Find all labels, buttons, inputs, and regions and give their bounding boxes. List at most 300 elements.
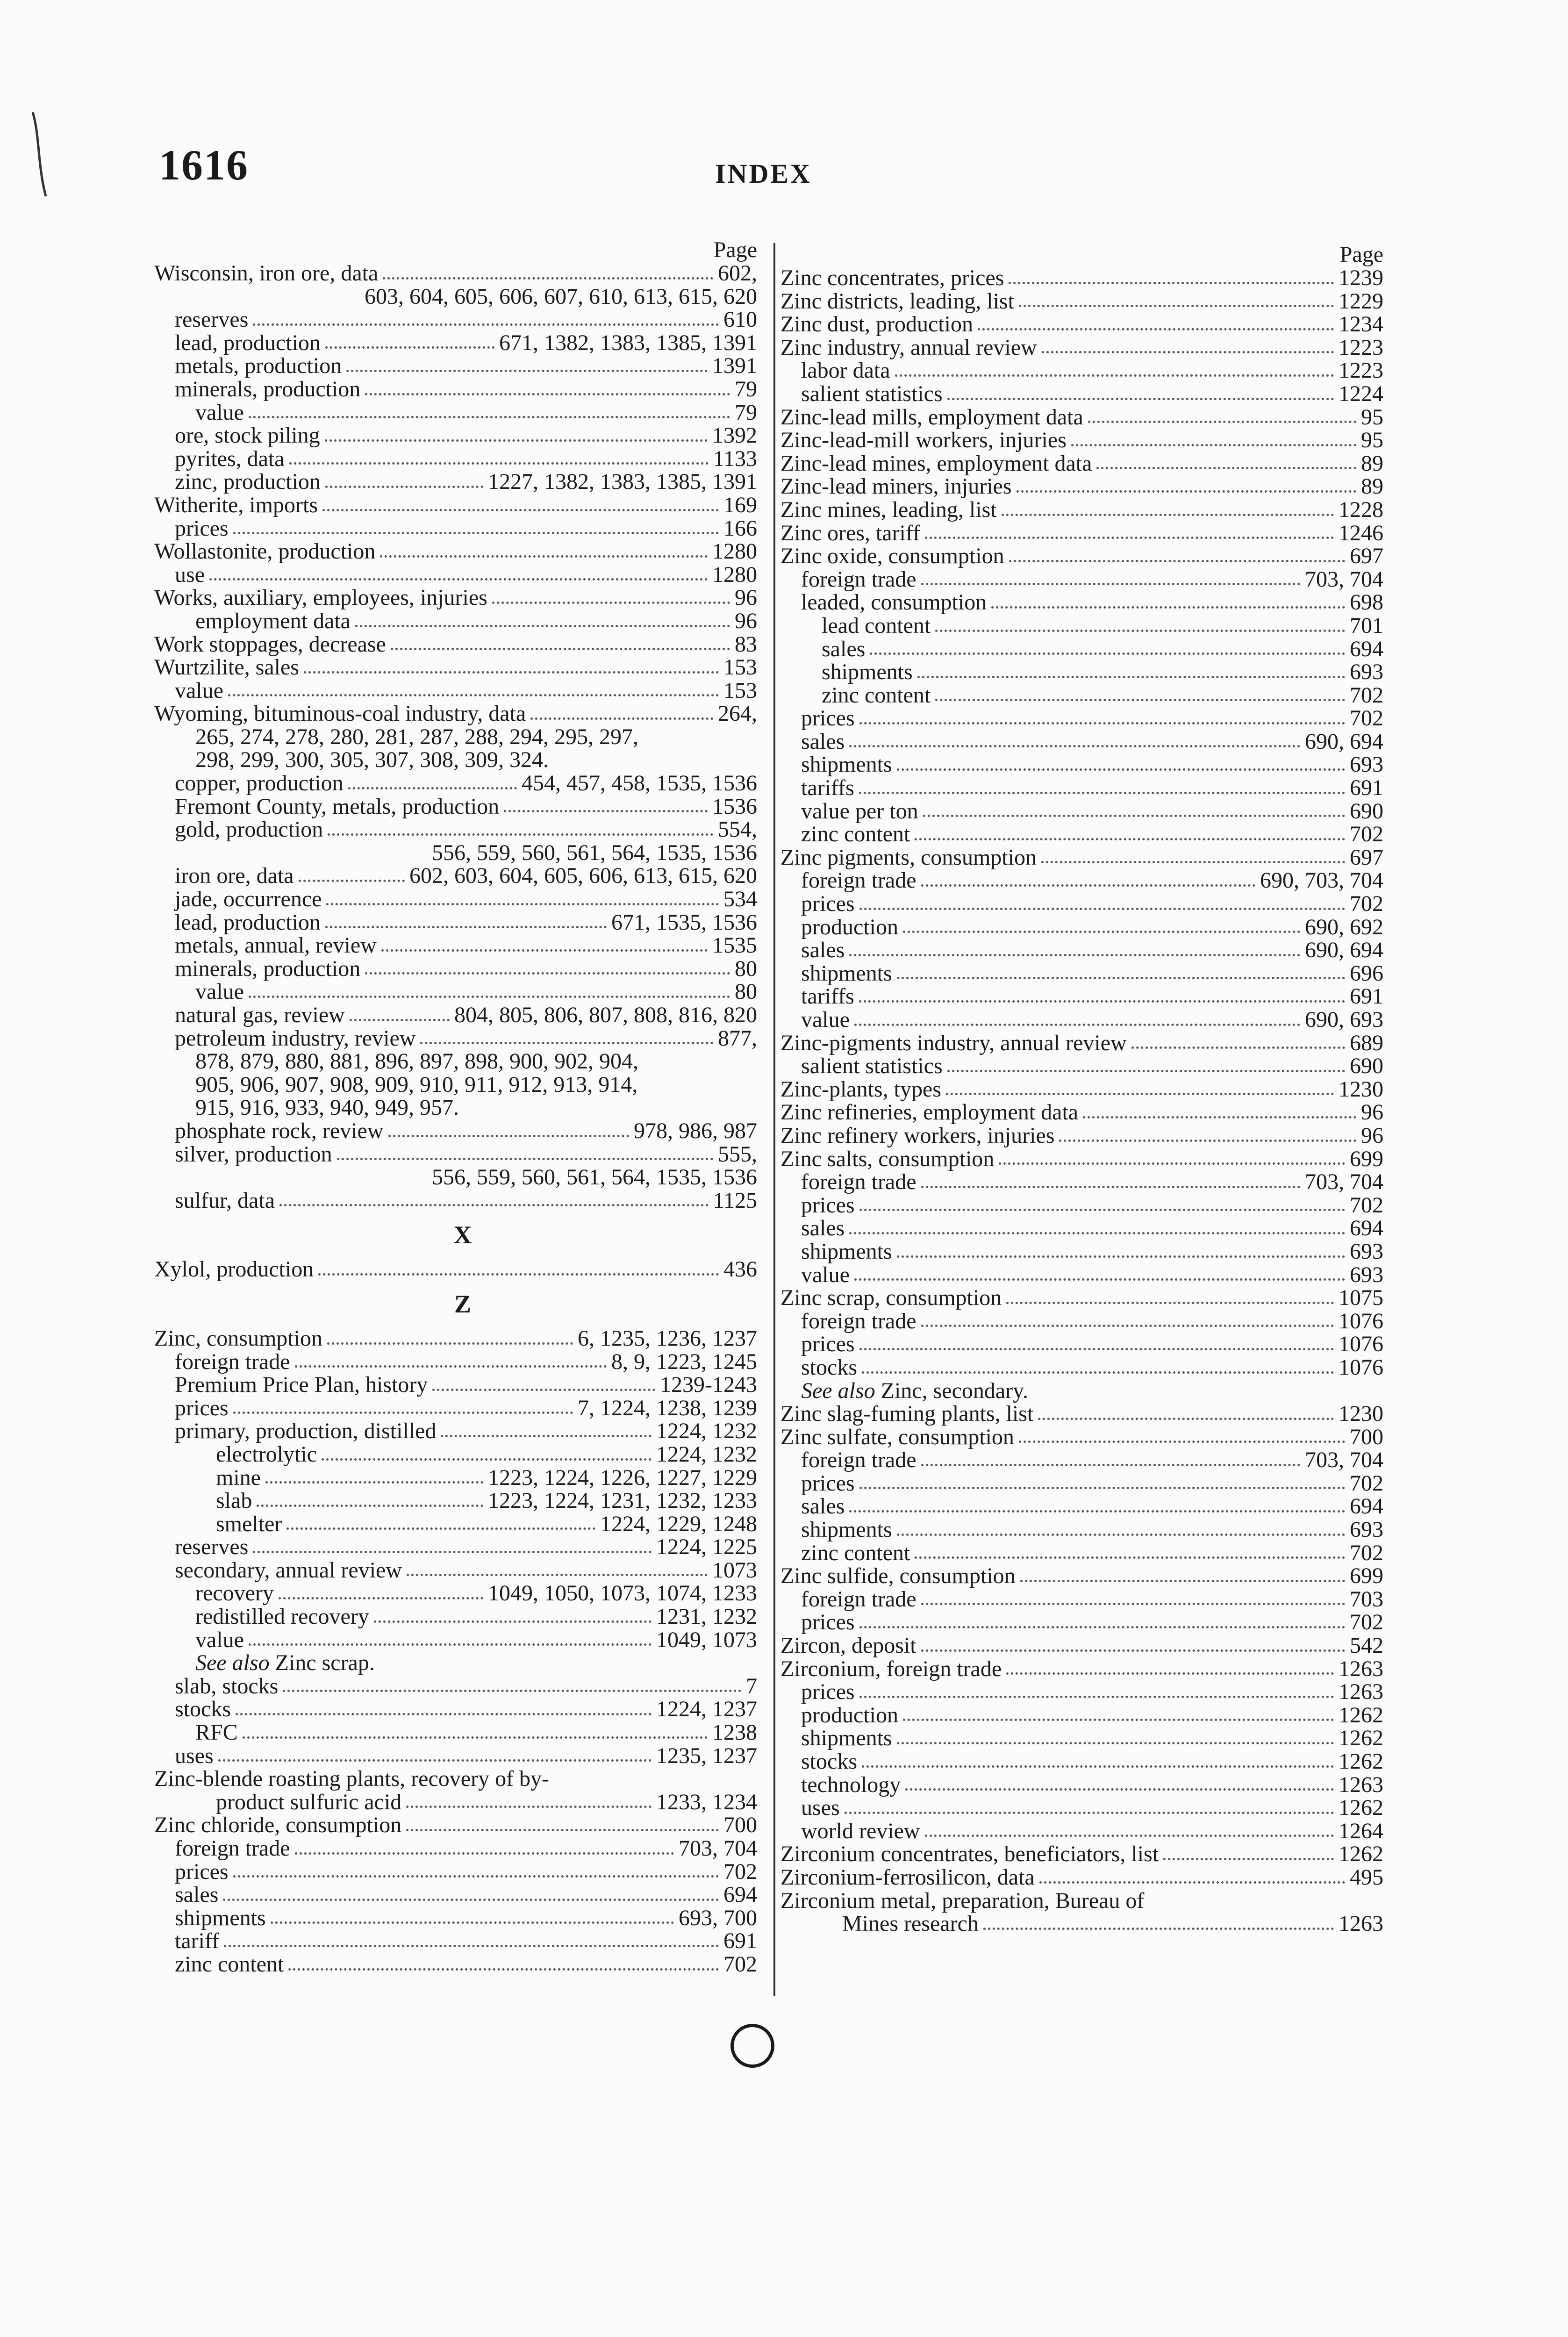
entry-label: labor data: [801, 358, 890, 383]
entry-pages: 264,: [718, 701, 757, 726]
entry-label: stocks: [801, 1749, 857, 1774]
entry-label: pyrites, data: [175, 446, 285, 471]
dot-leader: [504, 810, 708, 812]
entry-pages: 1076: [1339, 1332, 1383, 1357]
index-entry: [154, 1119, 757, 1143]
index-entry: [780, 1750, 1383, 1773]
entry-pages: 95: [1361, 428, 1383, 453]
index-entry: [780, 1634, 1383, 1657]
entry-pages: 1224, 1232: [656, 1441, 757, 1467]
index-entry: [154, 1535, 757, 1559]
entry-label: Wyoming, bituminous-coal industry, data: [154, 701, 526, 726]
index-entry: [780, 336, 1383, 359]
dot-leader: [286, 1527, 595, 1530]
entry-label: zinc content: [801, 822, 910, 847]
entry-label: shipments: [801, 1517, 892, 1542]
dot-leader: [897, 1742, 1334, 1744]
entry-pages: 1223: [1339, 358, 1383, 383]
entry-label: shipments: [175, 1905, 266, 1930]
entry-label: reserves: [175, 307, 249, 332]
dot-leader: [223, 1899, 719, 1901]
index-entry: [154, 540, 757, 563]
index-entry: [154, 424, 757, 447]
entry-label: minerals, production: [175, 956, 361, 981]
dot-leader: [921, 1603, 1345, 1605]
entry-label: sales: [801, 1494, 845, 1519]
entry-pages: 702: [1350, 1610, 1383, 1635]
index-entry: [780, 1426, 1383, 1449]
entry-label: zinc content: [822, 682, 931, 708]
entry-label: value per ton: [801, 798, 918, 824]
entry-label: foreign trade: [801, 1586, 916, 1612]
dot-leader: [921, 1186, 1300, 1188]
entry-text: 878, 879, 880, 881, 896, 897, 898, 900, 902, 904,: [195, 1049, 638, 1074]
dot-leader: [279, 1597, 483, 1599]
index-entry: [154, 864, 757, 888]
dot-leader: [325, 926, 607, 928]
entry-label: sales: [175, 1882, 219, 1907]
entry-pages: 169: [723, 492, 757, 517]
dot-leader: [337, 1158, 713, 1160]
page-number: 1616: [159, 141, 249, 189]
entry-label: salient statistics: [801, 1054, 943, 1079]
entry-label: redistilled recovery: [195, 1604, 369, 1629]
end-circle-mark: [730, 2024, 774, 2068]
dot-leader: [978, 328, 1334, 330]
index-entry: [780, 1240, 1383, 1263]
dot-leader: [925, 537, 1334, 539]
dot-leader: [1131, 1047, 1345, 1049]
dot-leader: [271, 1921, 674, 1924]
index-entry: [780, 962, 1383, 985]
dot-leader: [420, 1042, 713, 1044]
entry-label: value: [801, 1007, 850, 1032]
right-column: [780, 243, 1383, 1936]
entry-pages: 7, 1224, 1238, 1239: [578, 1395, 757, 1420]
entry-pages: 80: [735, 956, 757, 981]
entry-label: Zinc concentrates, prices: [780, 265, 1004, 290]
entry-pages: 699: [1350, 1563, 1383, 1589]
entry-label: natural gas, review: [175, 1003, 345, 1027]
index-entry: [780, 1773, 1383, 1797]
dot-leader: [897, 977, 1345, 979]
column-divider: [773, 243, 775, 1996]
entry-label: Mines research: [842, 1911, 979, 1936]
index-entry: [154, 262, 757, 285]
dot-leader: [233, 1875, 719, 1878]
index-entry: [780, 985, 1383, 1008]
entry-label: prices: [801, 1332, 855, 1357]
dot-leader: [249, 996, 730, 998]
index-entry: [154, 1605, 757, 1628]
entry-pages: 699: [1350, 1146, 1383, 1171]
entry-pages: 80: [735, 979, 757, 1004]
dot-leader: [406, 1829, 719, 1831]
index-entry: [154, 1953, 757, 1976]
entry-label: metals, production: [175, 353, 342, 379]
index-entry: [154, 1582, 757, 1605]
index-entry: [154, 563, 757, 587]
dot-leader: [236, 1713, 652, 1715]
dot-leader: [862, 1765, 1334, 1768]
dot-leader: [355, 625, 730, 627]
index-entry: [780, 1286, 1383, 1310]
entry-label: value: [801, 1262, 850, 1287]
index-entry: [154, 1327, 757, 1350]
index-entry: [154, 1929, 757, 1953]
entry-label: sulfur, data: [175, 1188, 275, 1213]
index-entry: [154, 1466, 757, 1490]
entry-pages: 1224, 1225: [656, 1534, 757, 1560]
index-entry: [780, 1680, 1383, 1704]
entry-label: shipments: [801, 961, 892, 986]
entry-pages: 1234: [1339, 312, 1383, 337]
dot-leader: [228, 694, 719, 696]
entry-label: prices: [175, 1395, 229, 1420]
dot-leader: [999, 1162, 1345, 1165]
dot-leader: [935, 630, 1345, 632]
entry-pages: 1280: [712, 562, 757, 587]
entry-pages: 703: [1350, 1586, 1383, 1612]
entry-label: iron ore, data: [175, 863, 294, 889]
index-entry: [780, 916, 1383, 939]
dot-leader: [374, 1620, 652, 1623]
index-entry: [780, 452, 1383, 475]
index-entry: [154, 1791, 757, 1814]
index-entry: [780, 1495, 1383, 1518]
entry-label: RFC: [195, 1720, 238, 1745]
index-entry: [780, 730, 1383, 753]
dot-leader: [283, 1690, 741, 1692]
index-entry: [154, 1258, 757, 1281]
entry-pages: 555,: [718, 1141, 757, 1167]
entry-pages: 702: [1350, 1470, 1383, 1496]
entry-label: slab: [216, 1488, 252, 1513]
index-entry: [154, 818, 757, 841]
entry-label: foreign trade: [175, 1349, 290, 1374]
dot-leader: [441, 1435, 652, 1437]
entry-label: Works, auxiliary, employees, injuries: [154, 585, 487, 610]
entry-label: zinc content: [801, 1540, 910, 1565]
entry-label: world review: [801, 1818, 920, 1843]
left-column: [154, 238, 757, 1976]
entry-pages: 1262: [1339, 1842, 1383, 1867]
entry-text: 915, 916, 933, 940, 949, 957.: [195, 1095, 459, 1120]
dot-leader: [915, 1556, 1345, 1559]
dot-leader: [1059, 1140, 1356, 1142]
entry-label: tariffs: [801, 775, 854, 801]
dot-leader: [897, 1534, 1345, 1536]
entry-label: lead, production: [175, 330, 321, 355]
see-also-label: See also: [195, 1650, 270, 1676]
entry-text: 265, 274, 278, 280, 281, 287, 288, 294, 295, 297,: [195, 724, 638, 749]
letter-heading: Z: [454, 1290, 472, 1318]
dot-leader: [233, 532, 719, 534]
index-entry: [780, 1796, 1383, 1820]
dot-leader: [921, 1464, 1300, 1466]
entry-label: shipments: [801, 1239, 892, 1264]
entry-label: Wurtzilite, sales: [154, 655, 299, 680]
index-entry: [154, 656, 757, 679]
entry-label: jade, occurrence: [175, 887, 322, 912]
dot-leader: [327, 1342, 573, 1345]
dot-leader: [1041, 861, 1345, 863]
index-entry: [780, 1008, 1383, 1032]
entry-text: 298, 299, 300, 305, 307, 308, 309, 324.: [195, 747, 549, 773]
index-entry: [780, 382, 1383, 406]
index-entry: [780, 266, 1383, 290]
entry-pages: 602,: [718, 261, 757, 286]
entry-pages: 691: [1350, 775, 1383, 801]
entry-pages: 454, 457, 458, 1535, 1536: [522, 771, 757, 796]
index-entry: [154, 888, 757, 911]
index-entry: [780, 1564, 1383, 1588]
entry-label: prices: [801, 706, 855, 731]
index-entry: [154, 772, 757, 795]
entry-pages: 691: [723, 1928, 757, 1954]
entry-pages: 689: [1350, 1030, 1383, 1055]
entry-pages: 602, 603, 604, 605, 606, 613, 615, 620: [409, 863, 757, 889]
entry-pages: 1224, 1229, 1248: [600, 1511, 757, 1536]
entry-text: 905, 906, 907, 908, 909, 910, 911, 912, 913, 914,: [195, 1072, 638, 1097]
index-entry: [154, 1837, 757, 1860]
dot-leader: [328, 833, 713, 836]
entry-pages: 1262: [1339, 1795, 1383, 1821]
entry-pages: 671, 1535, 1536: [611, 910, 757, 935]
dot-leader: [859, 1487, 1345, 1489]
index-entry: [780, 545, 1383, 568]
index-entry: [780, 1194, 1383, 1217]
entry-pages: 701: [1350, 613, 1383, 638]
index-entry: [154, 1489, 757, 1513]
entry-pages: 697: [1350, 845, 1383, 870]
entry-pages: 690: [1350, 1054, 1383, 1079]
index-entry: [780, 939, 1383, 962]
index-entry: [154, 447, 757, 471]
index-entry: [780, 1657, 1383, 1681]
dot-leader: [859, 908, 1345, 910]
entry-pages: 693: [1350, 660, 1383, 685]
entry-pages: 690: [1350, 798, 1383, 824]
dot-leader: [325, 439, 708, 442]
index-entry: [780, 1032, 1383, 1055]
index-entry: [780, 1078, 1383, 1101]
entry-label: Zinc slag-fuming plants, list: [780, 1401, 1034, 1427]
dot-leader: [921, 583, 1300, 585]
entry-label: stocks: [175, 1697, 231, 1722]
index-entry: [780, 660, 1383, 684]
dot-leader: [406, 1806, 652, 1808]
index-entry: [154, 702, 757, 725]
index-entry: [780, 406, 1383, 429]
entry-pages: 1223, 1224, 1226, 1227, 1229: [488, 1465, 757, 1490]
entry-label: sales: [801, 938, 845, 963]
entry-label: Zinc-pigments industry, annual review: [780, 1030, 1127, 1055]
dot-leader: [209, 578, 708, 581]
index-entry: [780, 1124, 1383, 1147]
index-entry: [154, 1143, 757, 1166]
entry-pages: 693: [1350, 1262, 1383, 1287]
entry-label: foreign trade: [801, 1169, 916, 1195]
left-entries: [154, 262, 757, 1976]
dot-leader: [391, 648, 730, 650]
entry-pages: 89: [1361, 451, 1383, 476]
index-entry: [154, 1513, 757, 1536]
dot-leader: [1006, 1672, 1334, 1675]
entry-label: lead content: [822, 613, 931, 638]
index-entry: [780, 1518, 1383, 1541]
entry-label: lead, production: [175, 910, 321, 935]
entry-pages: 702: [1350, 706, 1383, 731]
see-also-target: Zinc, secondary.: [875, 1378, 1029, 1403]
dot-leader: [346, 370, 708, 372]
dot-leader: [1071, 444, 1356, 446]
entry-pages: 700: [1350, 1424, 1383, 1449]
entry-pages: 691: [1350, 984, 1383, 1009]
index-entry: [780, 359, 1383, 382]
dot-leader: [923, 815, 1345, 817]
entry-pages: 702: [1350, 1192, 1383, 1218]
entry-pages: 1238: [712, 1720, 757, 1745]
index-entry: [780, 707, 1383, 730]
entry-label: ore, stock piling: [175, 423, 320, 448]
entry-pages: 703, 704: [1305, 566, 1383, 592]
entry-pages: 804, 805, 806, 807, 808, 816, 820: [454, 1003, 757, 1027]
scan-edge-mark: [23, 108, 51, 201]
entry-pages: 690, 692: [1305, 914, 1383, 939]
entry-pages: 534: [723, 887, 757, 912]
dot-leader: [1006, 1302, 1334, 1304]
index-entry: [154, 494, 757, 517]
entry-label: Zinc dust, production: [780, 312, 973, 337]
entry-label: Xylol, production: [154, 1257, 314, 1282]
entry-pages: 702: [723, 1859, 757, 1884]
entry-label: sales: [801, 1216, 845, 1241]
index-entry: [780, 1912, 1383, 1936]
entry-pages: 6, 1235, 1236, 1237: [578, 1326, 757, 1351]
dot-leader: [295, 1852, 674, 1855]
entry-label: Zirconium-ferrosilicon, data: [780, 1864, 1035, 1890]
entry-label: Zinc industry, annual review: [780, 335, 1037, 360]
entry-label: Zinc districts, leading, list: [780, 288, 1014, 314]
dot-leader: [1009, 560, 1345, 562]
dot-leader: [870, 652, 1345, 655]
index-entry: [154, 911, 757, 934]
entry-pages: 1133: [713, 446, 757, 471]
entry-label: Zinc-lead-mill workers, injuries: [780, 428, 1067, 453]
entry-pages: 1239: [1339, 265, 1383, 290]
entry-label: reserves: [175, 1534, 249, 1560]
index-entry: [780, 568, 1383, 591]
entry-label: Premium Price Plan, history: [175, 1372, 428, 1398]
see-also-label: See also: [801, 1378, 875, 1403]
index-entry: [780, 1588, 1383, 1611]
dot-leader: [849, 745, 1300, 747]
entry-label: stocks: [801, 1355, 857, 1380]
entry-pages: 1230: [1339, 1076, 1383, 1102]
dot-leader: [859, 1696, 1334, 1698]
entry-pages: 700: [723, 1813, 757, 1838]
entry-label: petroleum industry, review: [175, 1025, 416, 1051]
index-entry: [780, 869, 1383, 892]
dot-leader: [1009, 282, 1334, 284]
index-entry: [780, 290, 1383, 313]
entry-pages: 96: [1361, 1100, 1383, 1125]
entry-label: foreign trade: [801, 566, 916, 592]
entry-pages: 7: [746, 1673, 757, 1699]
entry-label: metals, annual, review: [175, 933, 377, 958]
entry-label: Zircon, deposit: [780, 1633, 916, 1658]
index-entry: [780, 1704, 1383, 1727]
entry-text: Zinc-blende roasting plants, recovery of by-: [154, 1766, 550, 1792]
entry-pages: 690, 703, 704: [1260, 868, 1383, 893]
dot-leader: [921, 884, 1255, 887]
dot-leader: [249, 1643, 652, 1646]
index-entry: [154, 470, 757, 494]
entry-pages: 1076: [1339, 1355, 1383, 1380]
dot-leader: [1088, 421, 1356, 423]
index-entry: [154, 1559, 757, 1582]
entry-pages: 693: [1350, 1239, 1383, 1264]
index-entry: [780, 591, 1383, 614]
index-entry: [780, 638, 1383, 661]
entry-pages: 153: [723, 678, 757, 703]
index-entry: [154, 1189, 757, 1212]
entry-pages: 1246: [1339, 520, 1383, 545]
dot-leader: [348, 787, 517, 789]
index-entry: [154, 1350, 757, 1374]
dot-leader: [1017, 490, 1356, 493]
page-column-label: Page: [713, 237, 757, 262]
entry-pages: 1223: [1339, 335, 1383, 360]
entry-label: silver, production: [175, 1141, 332, 1167]
index-entry: [780, 429, 1383, 452]
entry-pages: 693: [1350, 752, 1383, 777]
index-entry: [154, 1883, 757, 1907]
dot-leader: [917, 676, 1345, 678]
index-entry: [780, 1356, 1383, 1379]
entry-continuation: 556, 559, 560, 561, 564, 1535, 1536: [432, 840, 757, 865]
dot-leader: [935, 699, 1345, 701]
dot-leader: [350, 1019, 450, 1021]
index-entry: [154, 1419, 757, 1443]
index-entry: [154, 354, 757, 378]
index-entry: [154, 1860, 757, 1884]
entry-label: gold, production: [175, 817, 323, 842]
dot-leader: [253, 323, 719, 326]
entry-label: zinc content: [175, 1951, 284, 1977]
index-entry: [154, 957, 757, 981]
entry-pages: 703, 704: [679, 1836, 757, 1861]
index-entry: [780, 313, 1383, 336]
entry-pages: 1049, 1050, 1073, 1074, 1233: [488, 1581, 757, 1606]
entry-pages: 83: [735, 631, 757, 657]
dot-leader: [921, 1649, 1345, 1652]
running-head: INDEX: [715, 158, 812, 189]
entry-label: Zinc chloride, consumption: [154, 1813, 402, 1838]
entry-pages: 554,: [718, 817, 757, 842]
dot-leader: [1019, 305, 1334, 307]
entry-label: leaded, consumption: [801, 590, 987, 615]
dot-leader: [849, 1510, 1345, 1513]
entry-pages: 1073: [712, 1557, 757, 1583]
entry-label: Zinc, consumption: [154, 1326, 322, 1351]
entry-pages: 1076: [1339, 1308, 1383, 1333]
entry-label: shipments: [801, 752, 892, 777]
entry-pages: 1228: [1339, 497, 1383, 522]
dot-leader: [325, 346, 494, 349]
dot-leader: [299, 880, 405, 882]
